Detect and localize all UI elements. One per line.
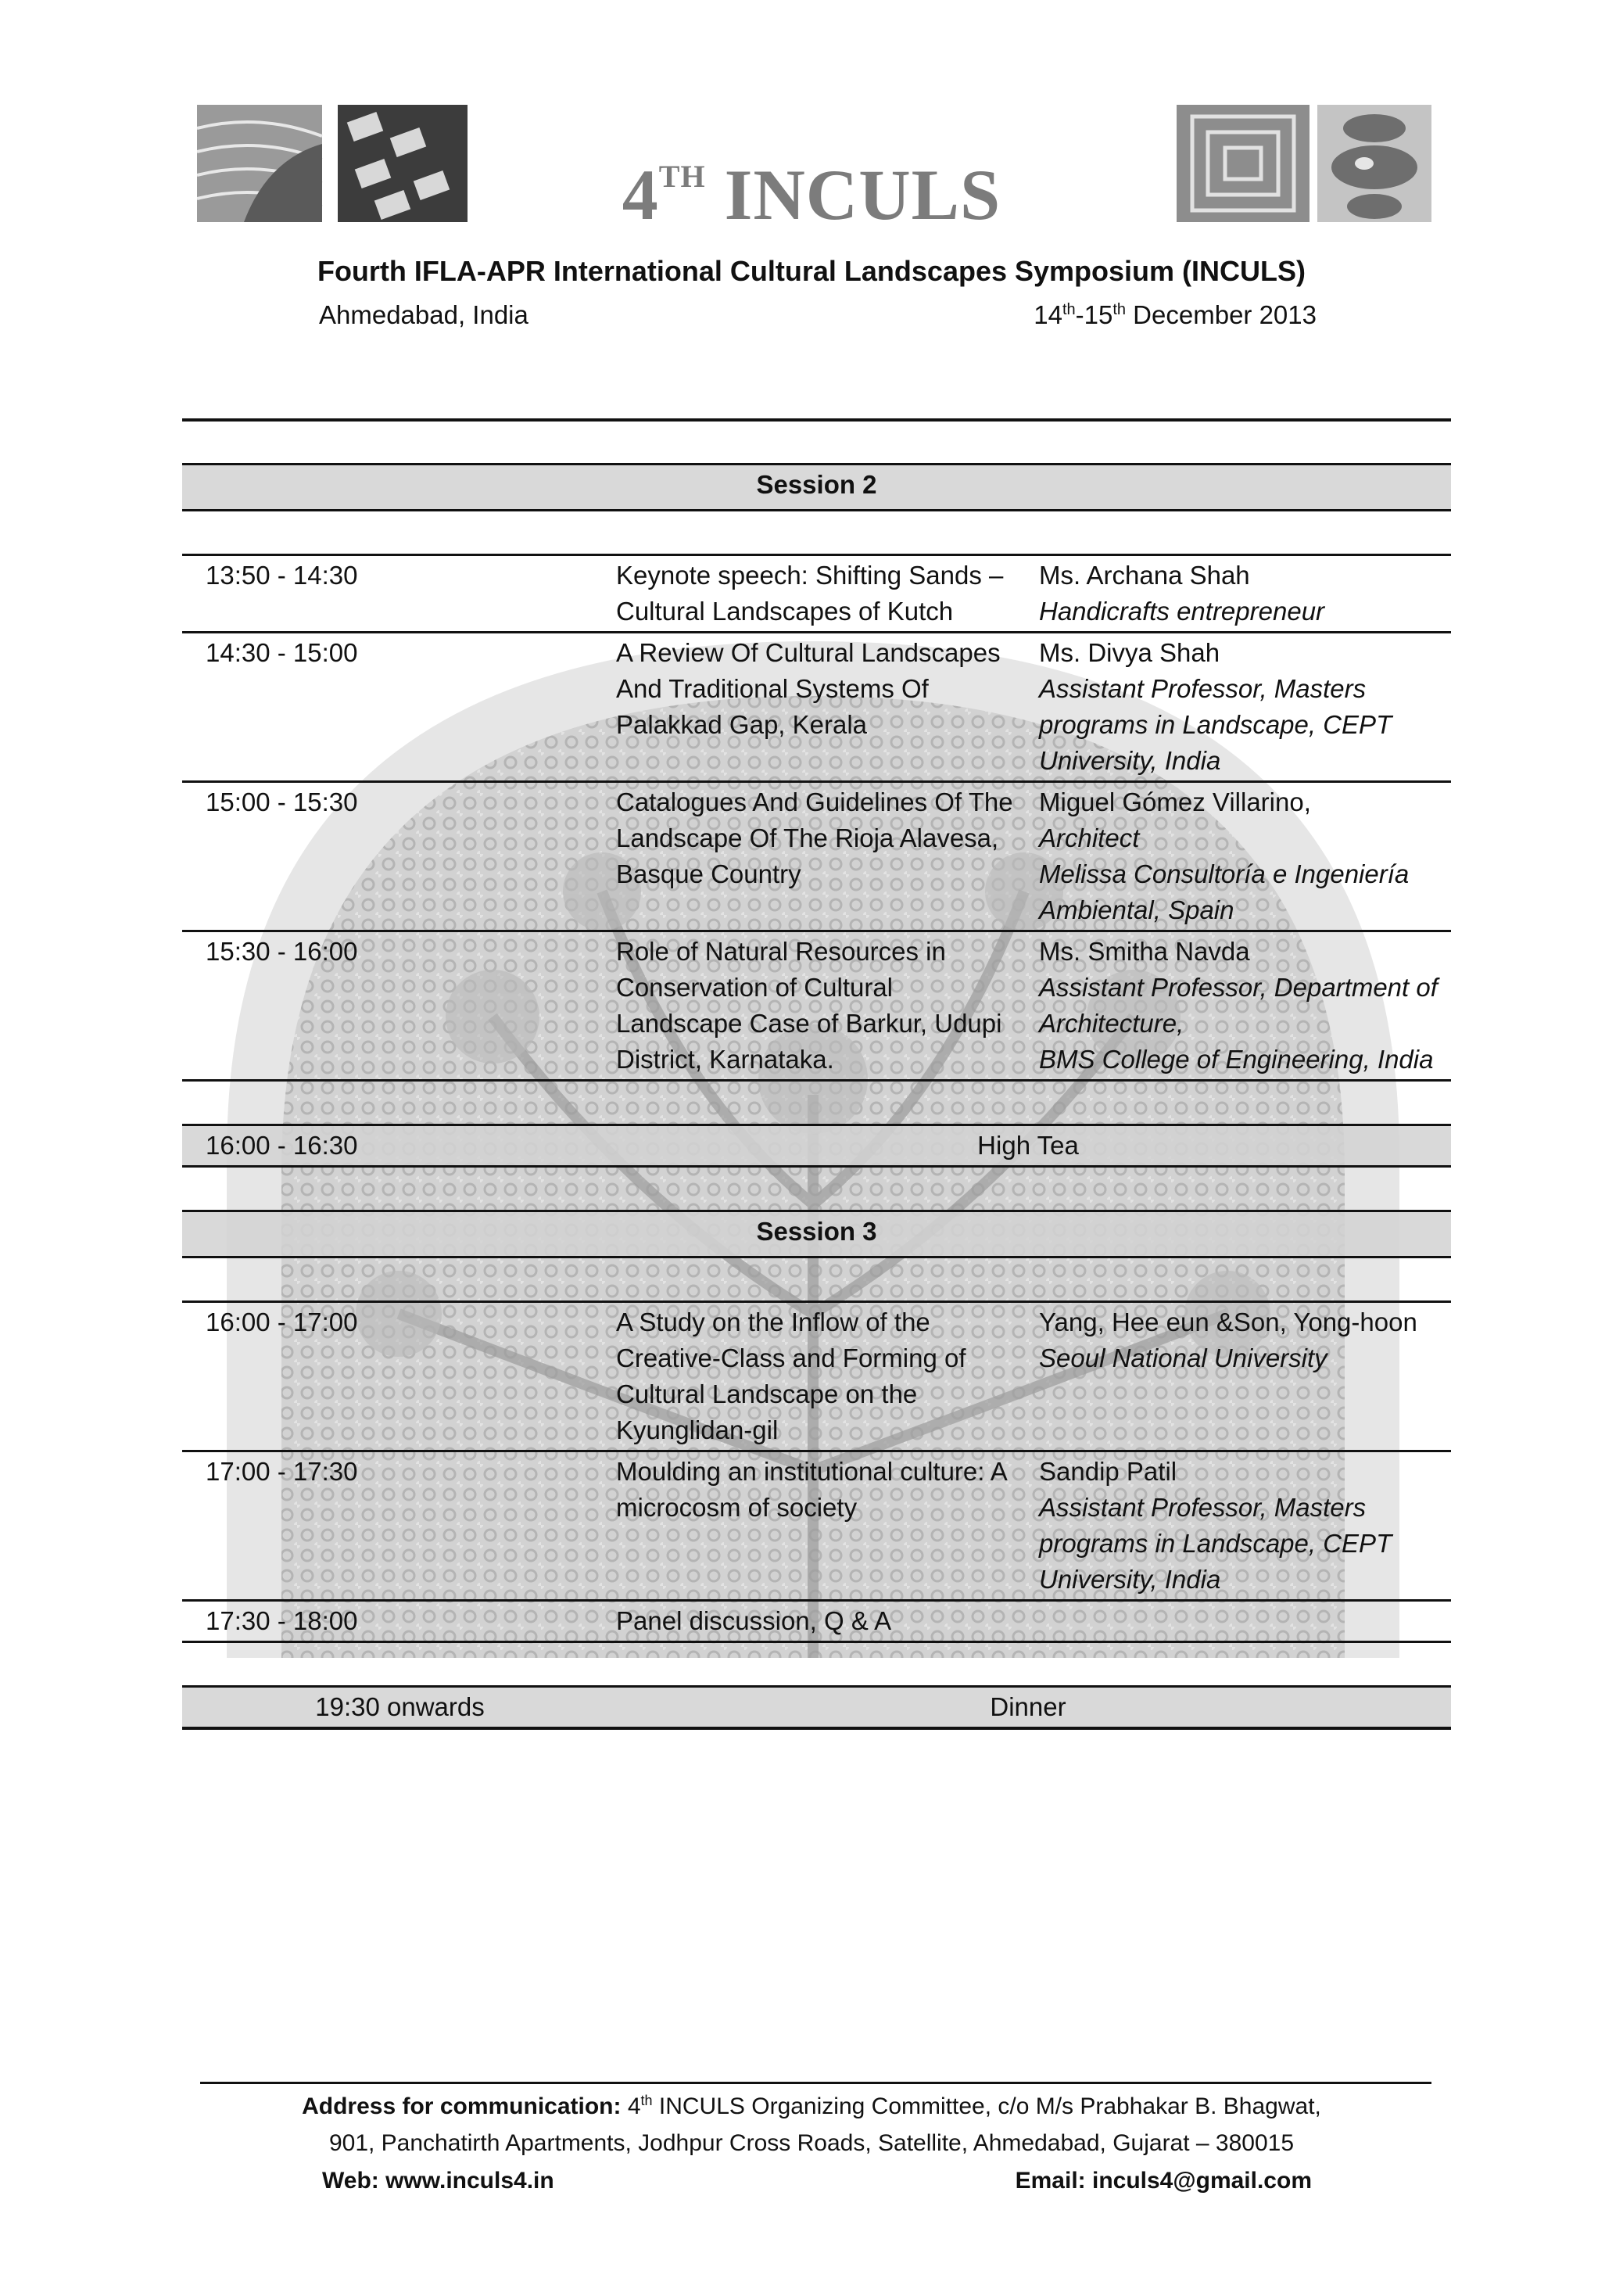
- slot-time: 13:50 - 14:30: [182, 555, 605, 633]
- dinner-time: 19:30 onwards: [182, 1687, 605, 1729]
- break-label: High Tea: [605, 1125, 1451, 1167]
- speaker-role: Architect: [1039, 823, 1140, 852]
- break-time: 16:00 - 16:30: [182, 1125, 605, 1167]
- event-location: Ahmedabad, India: [319, 300, 528, 329]
- speaker-role: Assistant Professor, Masters programs in Landscape, CEPT University, India: [1039, 1493, 1392, 1594]
- slot-time: 17:00 - 17:30: [182, 1451, 605, 1601]
- talk-title: Keynote speech: Shifting Sands – Cultural Landscapes of Kutch: [605, 555, 1028, 633]
- table-row: [182, 782, 1451, 931]
- speaker-role: Assistant Professor, Department of Architecture,: [1039, 973, 1438, 1038]
- footer-address-line2: 901, Panchatirth Apartments, Jodhpur Cross Roads, Satellite, Ahmedabad, Gujarat – 380015: [328, 2130, 1295, 2156]
- talk-title: Catalogues And Guidelines Of The Landscape Of The Rioja Alavesa, Basque Country: [605, 782, 1028, 931]
- speaker-affiliation: BMS College of Engineering, India: [1039, 1045, 1434, 1074]
- slot-time: 15:00 - 15:30: [182, 782, 605, 931]
- speaker-name: Ms. Archana Shah: [1039, 561, 1250, 590]
- event-dates: 14th-15th December 2013: [1034, 300, 1317, 329]
- session-header: [182, 1211, 1451, 1257]
- header-rule: [182, 418, 1451, 422]
- speaker-name: Ms. Smitha Navda: [1039, 937, 1250, 966]
- slot-time: 14:30 - 15:00: [182, 633, 605, 782]
- talk-title: Panel discussion, Q & A: [605, 1601, 1028, 1642]
- talk-title: A Study on the Inflow of the Creative-Class and Forming of Cultural Landscape on the Kyunglidan-gil: [605, 1302, 1028, 1451]
- speaker-cell: [1028, 782, 1451, 931]
- session-header: [182, 465, 1451, 511]
- break-row: [182, 1687, 1451, 1729]
- speaker-affiliation: Melissa Consultoría e Ingeniería Ambiental, Spain: [1039, 859, 1410, 924]
- footer-rule: [200, 2082, 1431, 2084]
- table-row: [182, 633, 1451, 782]
- speaker-name: Yang, Hee eun &Son, Yong-hoon: [1039, 1308, 1417, 1336]
- speaker-role: Handicrafts entrepreneur: [1039, 597, 1325, 626]
- speaker-cell: [1028, 931, 1451, 1081]
- spacer-row: [182, 1642, 1451, 1687]
- spacer-row: [182, 1257, 1451, 1302]
- break-row: [182, 1125, 1451, 1167]
- speaker-name: Ms. Divya Shah: [1039, 638, 1220, 667]
- speaker-role: Seoul National University: [1039, 1344, 1327, 1372]
- talk-title: Role of Natural Resources in Conservation of Cultural Landscape Case of Barkur, Udupi District, Karnataka.: [605, 931, 1028, 1081]
- address-label: Address for communication:: [302, 2093, 622, 2119]
- event-subtitle: Fourth IFLA-APR International Cultural Landscapes Symposium (INCULS): [317, 255, 1306, 287]
- slot-time: 17:30 - 18:00: [182, 1601, 605, 1642]
- spacer-row: [182, 511, 1451, 555]
- spacer-row: [182, 1081, 1451, 1125]
- speaker-cell: [1028, 555, 1451, 633]
- spacer-row: [182, 1167, 1451, 1211]
- dinner-label: Dinner: [605, 1687, 1451, 1729]
- table-row: [182, 555, 1451, 633]
- footer-address: Address for communication: 4th INCULS Organizing Committee, c/o M/s Prabhakar B. Bhagwat,: [302, 2093, 1321, 2119]
- table-row: [182, 1302, 1451, 1451]
- slot-time: 16:00 - 17:00: [182, 1302, 605, 1451]
- talk-title: Moulding an institutional culture: A microcosm of society: [605, 1451, 1028, 1601]
- table-row: [182, 1601, 1451, 1642]
- schedule-table: [182, 463, 1451, 1730]
- footer-web: Web: www.inculs4.in: [322, 2168, 554, 2194]
- speaker-cell: [1028, 1451, 1451, 1601]
- talk-title: A Review Of Cultural Landscapes And Traditional Systems Of Palakkad Gap, Kerala: [605, 633, 1028, 782]
- slot-time: 15:30 - 16:00: [182, 931, 605, 1081]
- speaker-cell: [1028, 1302, 1451, 1451]
- event-title: 4TH INCULS: [622, 155, 1001, 235]
- session-2-heading: Session 2: [182, 465, 1451, 511]
- table-row: [182, 1451, 1451, 1601]
- speaker-cell: [1028, 1601, 1451, 1642]
- speaker-name: Miguel Gómez Villarino,: [1039, 787, 1311, 816]
- session-3-heading: Session 3: [182, 1211, 1451, 1257]
- footer-email: Email: inculs4@gmail.com: [1015, 2168, 1312, 2194]
- speaker-cell: [1028, 633, 1451, 782]
- speaker-name: Sandip Patil: [1039, 1457, 1177, 1486]
- table-row: [182, 931, 1451, 1081]
- speaker-role: Assistant Professor, Masters programs in Landscape, CEPT University, India: [1039, 674, 1392, 775]
